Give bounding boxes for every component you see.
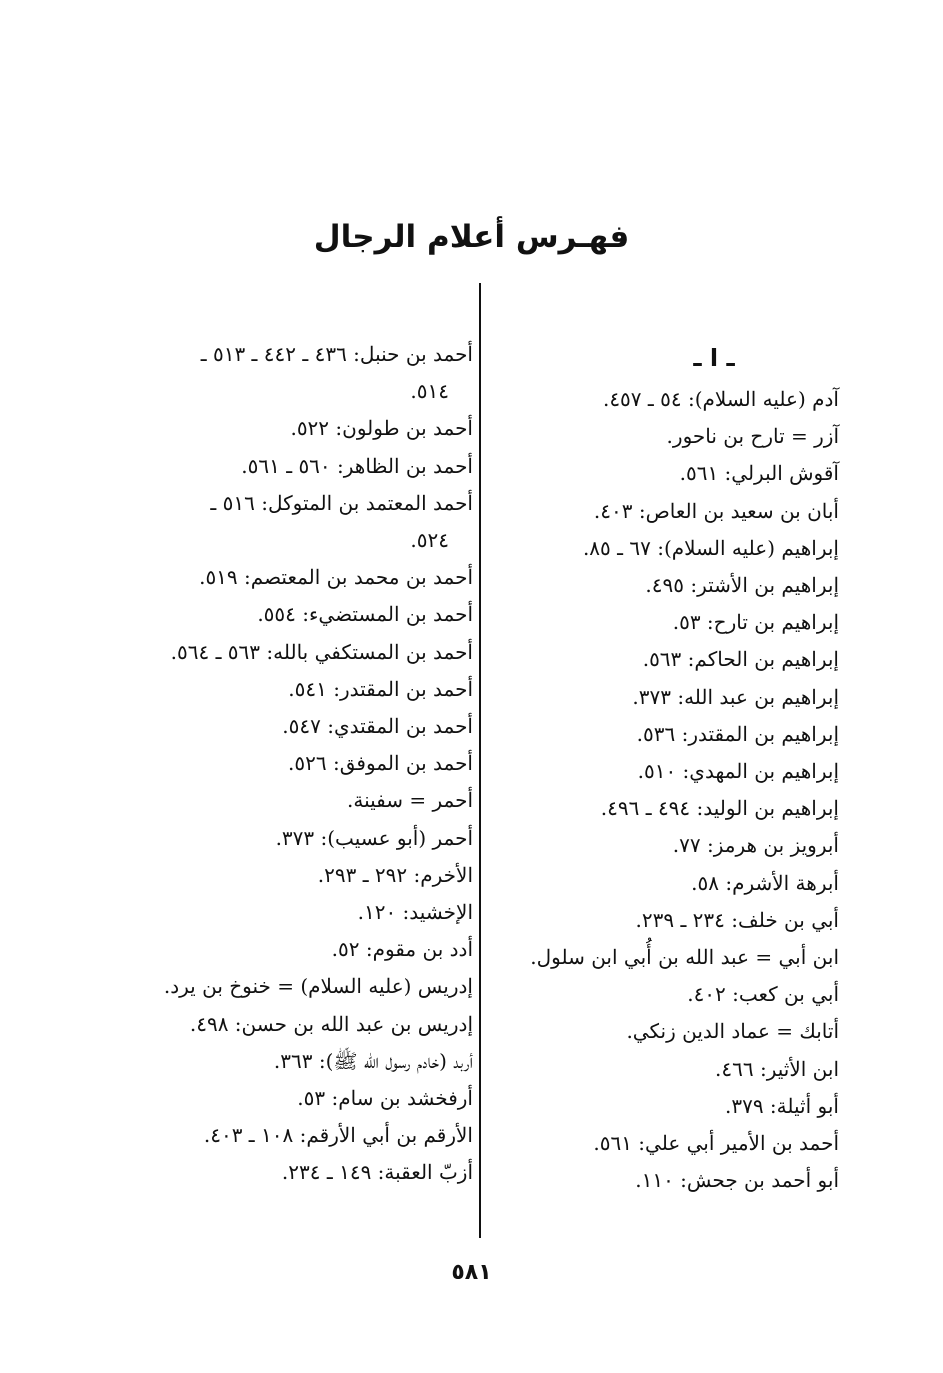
index-entry: آدم (عليه السلام): ٥٤ ـ ٤٥٧. (602, 387, 839, 411)
index-column-right (509, 336, 839, 1199)
page-title: فهـرس أعلام الرجال (313, 219, 630, 255)
index-entry: إبراهيم بن تارح: ٥٣. (672, 610, 839, 635)
index-entry: أحمر (أبو عسيب): ٣٧٣. (275, 825, 473, 850)
index-entry: إبراهيم بن عبد الله: ٣٧٣. (632, 684, 839, 709)
letter-heading: ـ ا ـ (693, 344, 735, 372)
index-column-left (93, 336, 473, 1192)
page-number: ٥٨١ (451, 1260, 492, 1285)
index-entry: أزبّ العقبة: ١٤٩ ـ ٢٣٤. (281, 1160, 473, 1185)
index-entry-continuation: ٥١٤. (410, 379, 449, 404)
index-entry: ابن الأثير: ٤٦٦. (715, 1056, 839, 1081)
index-entry: ابن أبي = عبد الله بن أُبي ابن سلول. (530, 945, 839, 970)
index-entry: إبراهيم بن الأشتر: ٤٩٥. (645, 573, 839, 598)
index-entry: أبي بن كعب: ٤٠٢. (687, 982, 839, 1007)
index-entry: إبراهيم (عليه السلام): ٦٧ ـ ٨٥. (582, 535, 839, 560)
index-entry: إدريس (عليه السلام) = خنوخ بن يرد. (163, 974, 473, 999)
index-entry: أحمد بن الأمير أبي علي: ٥٦١. (593, 1131, 839, 1156)
index-entry: أربد (خادم رسول الله ﷺ): ٣٦٣. (273, 1048, 473, 1073)
index-entry: الأخرم: ٢٩٢ ـ ٢٩٣. (317, 862, 473, 887)
index-entry: إبراهيم بن الوليد: ٤٩٤ ـ ٤٩٦. (600, 796, 839, 821)
index-entry: أبي بن خلف: ٢٣٤ ـ ٢٣٩. (635, 907, 839, 932)
index-entry: الأرقم بن أبي الأرقم: ١٠٨ ـ ٤٠٣. (203, 1123, 473, 1148)
index-entry: آزر = تارح بن ناحور. (666, 424, 839, 449)
column-divider (479, 283, 481, 1238)
index-entry: أبو أثيلة: ٣٧٩. (724, 1093, 839, 1118)
index-entry: أدد بن مقوم: ٥٢. (331, 937, 473, 962)
index-entry: أبان بن سعيد بن العاص: ٤٠٣. (593, 498, 839, 523)
index-entry: أحمد بن المقتدي: ٥٤٧. (282, 714, 473, 739)
index-entry: آقوش البرلي: ٥٦١. (679, 461, 839, 486)
index-entry: أحمد المعتمد بن المتوكل: ٥١٦ ـ (210, 490, 473, 515)
index-entry: أحمد بن المستكفي بالله: ٥٦٣ ـ ٥٦٤. (170, 639, 473, 664)
index-entry: أحمد بن الموفق: ٥٢٦. (288, 751, 473, 776)
index-entry: أحمد بن طولون: ٥٢٢. (290, 416, 473, 441)
index-entry: إبراهيم بن المهدي: ٥١٠. (637, 759, 839, 784)
index-entry: أرفخشد بن سام: ٥٣. (297, 1086, 473, 1111)
index-entry: أحمد بن محمد بن المعتصم: ٥١٩. (199, 565, 473, 590)
index-entry: أبرويز بن هرمز: ٧٧. (672, 833, 839, 858)
index-entry: الإخشيد: ١٢٠. (357, 900, 473, 925)
index-entry: أحمد بن الظاهر: ٥٦٠ ـ ٥٦١. (241, 453, 473, 478)
index-entry: أبو أحمد بن جحش: ١١٠. (635, 1168, 839, 1193)
index-entry: إبراهيم بن الحاكم: ٥٦٣. (642, 647, 839, 672)
index-entry: أحمد بن المستضيء: ٥٥٤. (257, 602, 473, 627)
index-entry: أتابك = عماد الدين زنكي. (626, 1019, 839, 1044)
index-entry: أحمر = سفينة. (346, 788, 473, 813)
index-entry: إبراهيم بن المقتدر: ٥٣٦. (636, 721, 839, 746)
index-entry: أبرهة الأشرم: ٥٨. (691, 870, 839, 895)
index-entry: إدريس بن عبد الله بن حسن: ٤٩٨. (189, 1011, 473, 1036)
index-entry: أحمد بن حنبل: ٤٣٦ ـ ٤٤٢ ـ ٥١٣ ـ (200, 342, 473, 366)
index-entry-continuation: ٥٢٤. (410, 528, 449, 553)
index-entry: أحمد بن المقتدر: ٥٤١. (288, 676, 473, 701)
